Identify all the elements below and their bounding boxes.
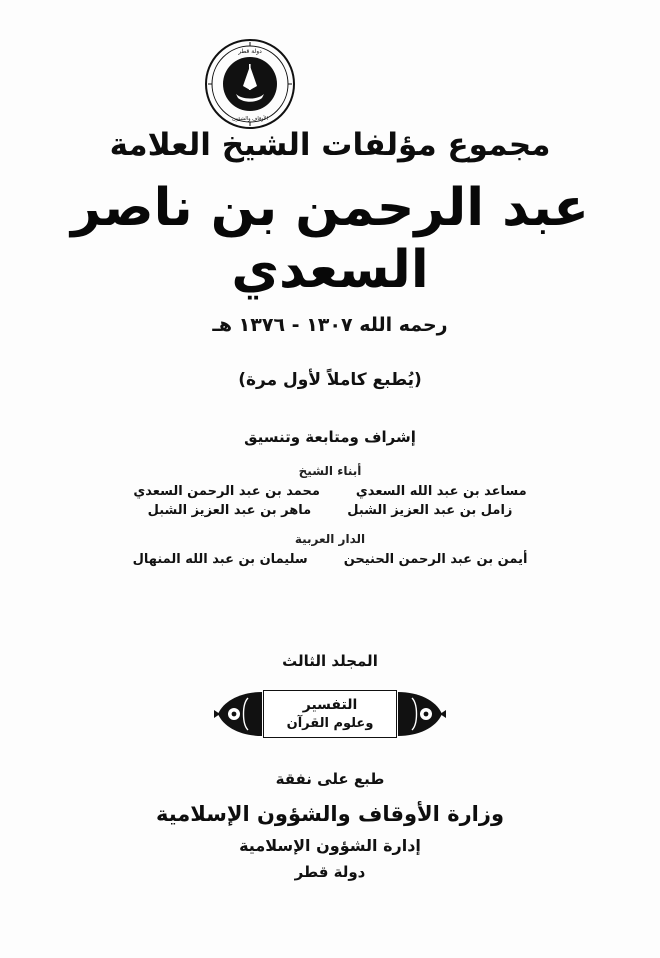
arabesque-ornament-icon xyxy=(396,686,448,742)
names-row xyxy=(148,503,513,518)
svg-text:دولة قطر: دولة قطر xyxy=(238,48,262,55)
subject-box xyxy=(263,690,397,738)
editor-name: سليمان بن عبد الله المنهال xyxy=(132,552,308,567)
edition-note: (يُطبع كاملاً لأول مرة) xyxy=(238,369,422,390)
names-row xyxy=(133,552,528,567)
names-row xyxy=(133,484,526,499)
editor-name: أيمن بن عبد الرحمن الحنيحن xyxy=(343,552,528,567)
names-group-sons xyxy=(0,484,660,518)
editor-name: مساعد بن عبد الله السعدي xyxy=(355,484,527,499)
emblem-container xyxy=(0,38,660,138)
editor-name: محمد بن عبد الرحمن السعدي xyxy=(133,484,320,499)
svg-text:الأوقاف والشؤون: الأوقاف والشؤون xyxy=(232,116,268,122)
editor-name: ماهر بن عبد العزيز الشبل xyxy=(147,503,312,518)
publisher-name: وزارة الأوقاف والشؤون الإسلامية xyxy=(155,802,505,826)
subject-line-2: وعلوم القرآن xyxy=(286,715,374,731)
spacer xyxy=(0,518,660,532)
subject-band xyxy=(0,686,660,742)
supervision-heading: إشراف ومتابعة وتنسيق xyxy=(244,428,416,446)
editor-name: زامل بن عبد العزيز الشبل xyxy=(347,503,513,518)
volume-label: المجلد الثالث xyxy=(282,652,378,670)
names-group-arab-house xyxy=(0,552,660,567)
arabesque-ornament-icon xyxy=(212,686,264,742)
group-label-sons: أبناء الشيخ xyxy=(298,464,362,478)
title-block xyxy=(0,125,660,390)
author-name: عبد الرحمن بن ناصر السعدي xyxy=(71,177,589,301)
subject-line-1: التفسير xyxy=(302,696,358,713)
publisher-department: إدارة الشؤون الإسلامية xyxy=(239,836,421,855)
group-label-arab-house: الدار العربية xyxy=(294,532,366,546)
supervision-block xyxy=(0,428,660,567)
publisher-state: دولة قطر xyxy=(294,863,366,881)
author-dates: رحمه الله ١٣٠٧ - ١٣٧٦ هـ xyxy=(212,313,448,336)
publisher-block xyxy=(0,770,660,881)
book-title: مجموع مؤلفات الشيخ العلامة xyxy=(109,127,551,163)
qatar-awqaf-emblem-icon xyxy=(204,38,296,130)
publisher-expense: طبع على نفقة xyxy=(275,770,385,788)
